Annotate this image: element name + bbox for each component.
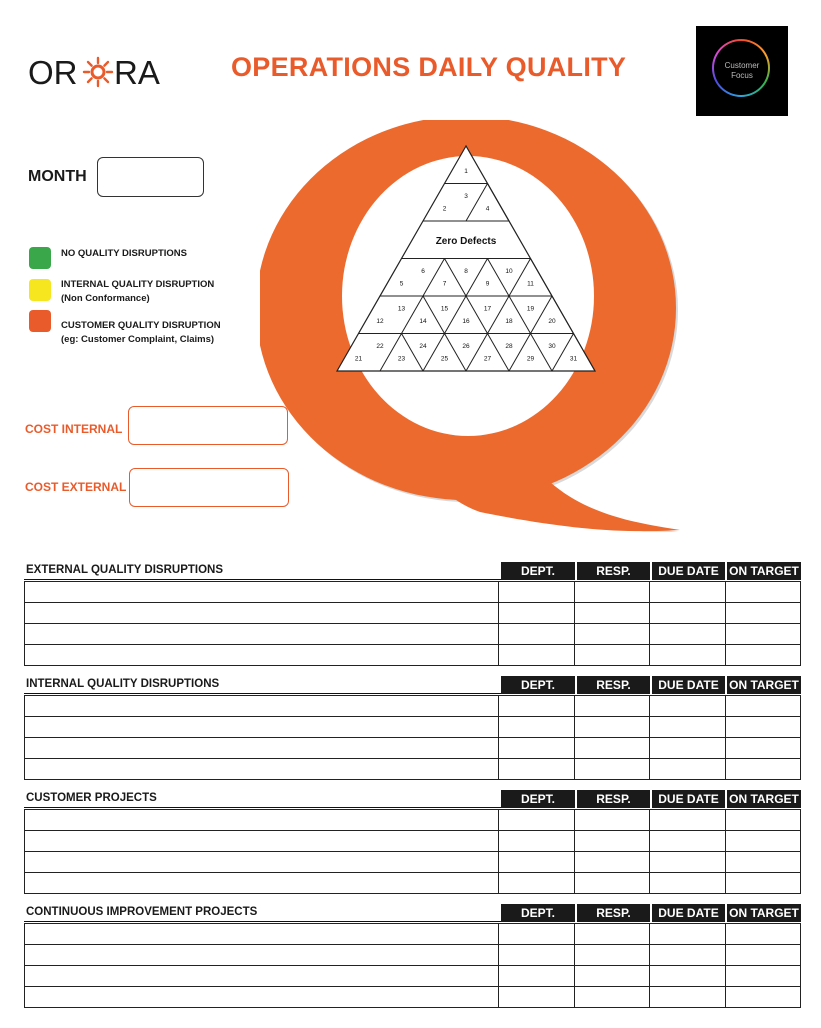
legend-item-no-disruptions <box>61 247 187 261</box>
description-cell[interactable] <box>25 759 499 780</box>
cost-internal-label: COST INTERNAL <box>25 422 123 436</box>
pyramid-day-label: 14 <box>419 318 427 325</box>
table-row <box>25 696 801 717</box>
legend-swatch-orange <box>29 310 51 332</box>
pyramid-day-label: 30 <box>548 342 556 350</box>
legend-label: CUSTOMER QUALITY DISRUPTION <box>61 320 221 331</box>
description-cell[interactable] <box>25 873 499 894</box>
legend-swatch-yellow <box>29 279 51 301</box>
month-input[interactable] <box>97 157 204 197</box>
table-row <box>25 924 801 945</box>
badge-line1: Customer <box>724 61 760 70</box>
column-header: ON TARGET <box>727 676 801 694</box>
field-cell[interactable] <box>650 582 725 603</box>
field-cell[interactable] <box>574 945 649 966</box>
field-cell[interactable] <box>499 945 574 966</box>
legend-item-customer <box>61 319 221 347</box>
field-cell[interactable] <box>574 924 649 945</box>
description-cell[interactable] <box>25 738 499 759</box>
section-table <box>24 695 801 780</box>
field-cell[interactable] <box>574 831 649 852</box>
section-title: INTERNAL QUALITY DISRUPTIONS <box>26 678 220 690</box>
description-cell[interactable] <box>25 831 499 852</box>
zero-defects-label: Zero Defects <box>435 235 497 247</box>
description-cell[interactable] <box>25 696 499 717</box>
pyramid-day-label: 20 <box>548 318 556 325</box>
description-cell[interactable] <box>25 966 499 987</box>
description-cell[interactable] <box>25 624 499 645</box>
description-cell[interactable] <box>25 582 499 603</box>
field-cell[interactable] <box>574 966 649 987</box>
field-cell[interactable] <box>725 924 800 945</box>
pyramid-day-label: 11 <box>527 280 534 288</box>
field-cell[interactable] <box>499 738 574 759</box>
legend-item-internal <box>61 278 214 306</box>
column-header: RESP. <box>577 790 650 808</box>
pyramid-day-label: 13 <box>397 305 406 313</box>
pyramid-day-label: 9 <box>485 280 490 288</box>
section-underline <box>24 921 501 922</box>
table-row <box>25 759 801 780</box>
pyramid-day-label: 19 <box>526 305 535 313</box>
field-cell[interactable] <box>574 873 649 894</box>
column-header: DEPT. <box>501 904 575 922</box>
table-row <box>25 987 801 1008</box>
pyramid-day-label: 31 <box>569 355 578 363</box>
column-header: RESP. <box>577 562 650 580</box>
field-cell[interactable] <box>650 603 725 624</box>
field-cell[interactable] <box>650 645 725 666</box>
pyramid-day-label: 26 <box>462 342 470 350</box>
table-row <box>25 852 801 873</box>
table-row <box>25 603 801 624</box>
pyramid-day-label: 6 <box>421 267 425 275</box>
field-cell[interactable] <box>725 759 800 780</box>
pyramid-day-label: 18 <box>505 318 513 325</box>
column-header: DEPT. <box>501 790 575 808</box>
orora-logo <box>28 52 168 92</box>
field-cell[interactable] <box>650 738 725 759</box>
field-cell[interactable] <box>650 831 725 852</box>
svg-text:RA: RA <box>114 54 160 91</box>
field-cell[interactable] <box>650 945 725 966</box>
field-cell[interactable] <box>499 852 574 873</box>
field-cell[interactable] <box>499 831 574 852</box>
field-cell[interactable] <box>499 966 574 987</box>
pyramid-day-label: 7 <box>442 280 447 288</box>
section-underline <box>24 807 501 808</box>
legend-label: INTERNAL QUALITY DISRUPTION <box>61 279 215 290</box>
field-cell[interactable] <box>725 696 800 717</box>
description-cell[interactable] <box>25 603 499 624</box>
field-cell[interactable] <box>650 987 725 1008</box>
field-cell[interactable] <box>650 717 725 738</box>
field-cell[interactable] <box>499 603 574 624</box>
field-cell[interactable] <box>574 603 649 624</box>
field-cell[interactable] <box>725 603 800 624</box>
pyramid-day-label: 28 <box>505 342 513 350</box>
legend-swatch-green <box>29 247 51 269</box>
pyramid-day-label: 16 <box>462 318 470 325</box>
field-cell[interactable] <box>499 873 574 894</box>
field-cell[interactable] <box>499 717 574 738</box>
section-title: EXTERNAL QUALITY DISRUPTIONS <box>26 564 224 576</box>
section-underline <box>24 693 501 694</box>
legend-label: NO QUALITY DISRUPTIONS <box>61 248 187 259</box>
field-cell[interactable] <box>725 717 800 738</box>
legend-sublabel: (Non Conformance) <box>61 293 150 304</box>
column-header: ON TARGET <box>727 562 801 580</box>
field-cell[interactable] <box>574 759 649 780</box>
field-cell[interactable] <box>725 738 800 759</box>
field-cell[interactable] <box>725 987 800 1008</box>
field-cell[interactable] <box>574 696 649 717</box>
field-cell[interactable] <box>574 810 649 831</box>
section-table <box>24 581 801 666</box>
pyramid-day-label: 17 <box>483 305 492 313</box>
field-cell[interactable] <box>650 624 725 645</box>
field-cell[interactable] <box>574 852 649 873</box>
section-underline <box>24 579 501 580</box>
pyramid-day-label: 29 <box>526 355 535 363</box>
column-header: RESP. <box>577 676 650 694</box>
table-row <box>25 831 801 852</box>
pyramid-day-label: 27 <box>483 355 492 363</box>
column-header: DUE DATE <box>652 790 725 808</box>
field-cell[interactable] <box>650 759 725 780</box>
month-label: MONTH <box>28 168 87 185</box>
field-cell[interactable] <box>725 831 800 852</box>
page-title: OPERATIONS DAILY QUALITY <box>231 52 627 82</box>
field-cell[interactable] <box>725 582 800 603</box>
pyramid-day-label: 8 <box>464 267 468 275</box>
section-table <box>24 809 801 894</box>
field-cell[interactable] <box>725 645 800 666</box>
pyramid-day-label: 23 <box>397 355 406 363</box>
description-cell[interactable] <box>25 945 499 966</box>
column-header: DUE DATE <box>652 904 725 922</box>
field-cell[interactable] <box>650 924 725 945</box>
field-cell[interactable] <box>499 624 574 645</box>
table-row <box>25 810 801 831</box>
description-cell[interactable] <box>25 717 499 738</box>
pyramid-day-label: 15 <box>440 305 449 313</box>
field-cell[interactable] <box>650 810 725 831</box>
description-cell[interactable] <box>25 645 499 666</box>
field-cell[interactable] <box>574 582 649 603</box>
column-header: DUE DATE <box>652 562 725 580</box>
badge-text <box>696 61 788 81</box>
description-cell[interactable] <box>25 987 499 1008</box>
field-cell[interactable] <box>499 645 574 666</box>
field-cell[interactable] <box>650 873 725 894</box>
svg-text:OR: OR <box>28 54 78 91</box>
pyramid-day-label: 4 <box>485 205 490 213</box>
customer-focus-badge <box>696 26 788 116</box>
column-header: ON TARGET <box>727 790 801 808</box>
field-cell[interactable] <box>574 624 649 645</box>
pyramid-day-label: 1 <box>464 168 468 175</box>
pyramid-day-label: 22 <box>376 342 384 350</box>
field-cell[interactable] <box>574 987 649 1008</box>
field-cell[interactable] <box>499 582 574 603</box>
table-row <box>25 945 801 966</box>
field-cell[interactable] <box>499 696 574 717</box>
column-header: DEPT. <box>501 562 575 580</box>
description-cell[interactable] <box>25 924 499 945</box>
field-cell[interactable] <box>725 966 800 987</box>
description-cell[interactable] <box>25 810 499 831</box>
badge-line2: Focus <box>731 71 753 80</box>
cost-external-label: COST EXTERNAL <box>25 480 127 494</box>
field-cell[interactable] <box>650 852 725 873</box>
pyramid-day-label: 10 <box>505 267 513 275</box>
pyramid-day-label: 25 <box>440 355 449 363</box>
field-cell[interactable] <box>574 645 649 666</box>
section-title: CONTINUOUS IMPROVEMENT PROJECTS <box>26 906 258 918</box>
legend-sublabel: (eg: Customer Complaint, Claims) <box>61 334 215 345</box>
pyramid-day-label: 21 <box>354 355 363 363</box>
column-header: RESP. <box>577 904 650 922</box>
field-cell[interactable] <box>499 810 574 831</box>
quality-q-graphic <box>260 120 690 540</box>
table-row <box>25 645 801 666</box>
table-row <box>25 738 801 759</box>
field-cell[interactable] <box>725 873 800 894</box>
column-header: DUE DATE <box>652 676 725 694</box>
section-table <box>24 923 801 1008</box>
column-header: DEPT. <box>501 676 575 694</box>
field-cell[interactable] <box>574 738 649 759</box>
field-cell[interactable] <box>499 924 574 945</box>
table-row <box>25 582 801 603</box>
pyramid-day-label: 12 <box>376 318 384 325</box>
section-title: CUSTOMER PROJECTS <box>26 792 157 804</box>
field-cell[interactable] <box>725 852 800 873</box>
sun-icon <box>84 58 112 86</box>
column-header: ON TARGET <box>727 904 801 922</box>
field-cell[interactable] <box>725 810 800 831</box>
field-cell[interactable] <box>650 696 725 717</box>
table-row <box>25 717 801 738</box>
description-cell[interactable] <box>25 852 499 873</box>
pyramid-day-label: 24 <box>419 342 427 350</box>
field-cell[interactable] <box>725 624 800 645</box>
field-cell[interactable] <box>650 966 725 987</box>
table-row <box>25 873 801 894</box>
field-cell[interactable] <box>574 717 649 738</box>
pyramid-day-label: 5 <box>399 280 404 288</box>
pyramid-day-label: 3 <box>464 192 468 200</box>
field-cell[interactable] <box>499 987 574 1008</box>
pyramid-day-label: 2 <box>442 205 447 213</box>
table-row <box>25 966 801 987</box>
field-cell[interactable] <box>725 945 800 966</box>
table-row <box>25 624 801 645</box>
field-cell[interactable] <box>499 759 574 780</box>
